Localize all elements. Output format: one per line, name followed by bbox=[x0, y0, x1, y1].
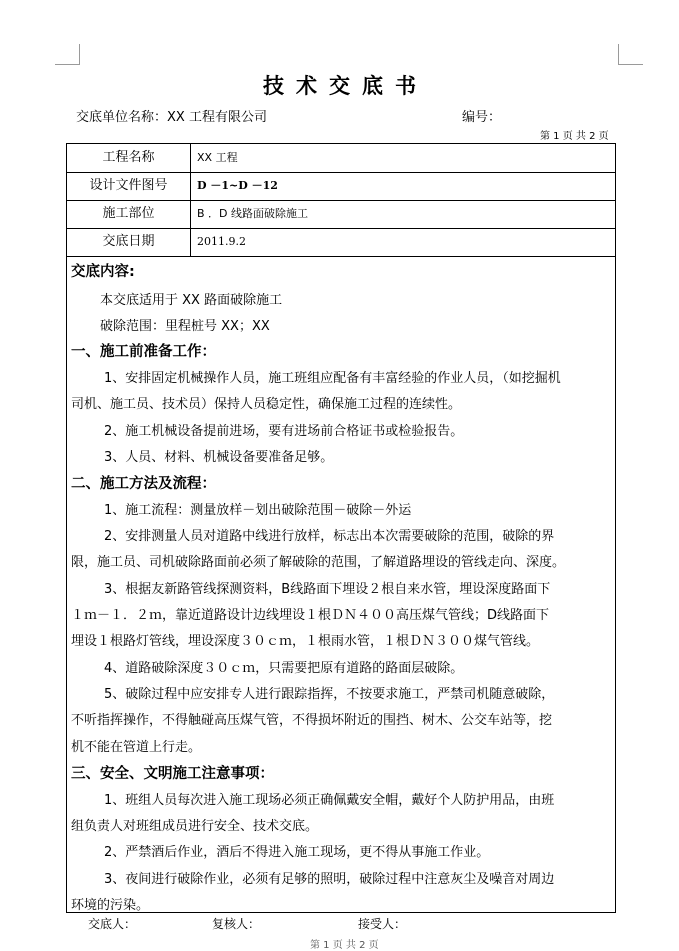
paragraph-line: 1、安排固定机械操作人员，施工班组应配备有丰富经验的作业人员，（如挖掘机 bbox=[104, 371, 561, 386]
content-title: 交底内容: bbox=[71, 264, 135, 280]
paragraph-line: 4、道路破除深度３０ｃｍ，只需要把原有道路的路面层破除。 bbox=[104, 661, 464, 676]
discloser-signature-label: 交底人： bbox=[88, 917, 137, 931]
section-heading-method: 二、施工方法及流程： bbox=[71, 476, 216, 492]
section-heading-preparation: 一、施工前准备工作： bbox=[71, 344, 216, 360]
disclosure-date-value: 2011.9.2 bbox=[197, 235, 246, 248]
receiver-signature-label: 接受人： bbox=[358, 917, 407, 931]
scope-line: 本交底适用于 XX 路面破除施工 bbox=[100, 293, 283, 308]
disclosure-date-row bbox=[67, 228, 615, 257]
paragraph-line: 环境的污染。 bbox=[71, 898, 150, 913]
paragraph-line: 不听指挥操作，不得触碰高压煤气管，不得损坏附近的围挡、树木、公交车站等，挖 bbox=[71, 713, 553, 728]
page-info: 第 1 页 共 2 页 bbox=[540, 131, 609, 142]
paragraph-line: 组负责人对班组成员进行安全、技术交底。 bbox=[71, 819, 319, 834]
document-title: 技术交底书 bbox=[263, 74, 428, 98]
disclosure-unit-name: 交底单位名称：XX 工程有限公司 bbox=[76, 110, 267, 125]
construction-part-label: 施工部位 bbox=[67, 200, 191, 228]
project-name-label: 工程名称 bbox=[67, 144, 191, 172]
paragraph-line: 1、施工流程：测量放样－划出破除范围－破除－外运 bbox=[104, 503, 412, 518]
paragraph-line: 司机、施工员、技术员）保持人员稳定性，确保施工过程的连续性。 bbox=[71, 397, 462, 412]
paragraph-line: 机不能在管道上行走。 bbox=[71, 740, 202, 755]
disclosure-date-label: 交底日期 bbox=[67, 228, 191, 256]
drawing-number-row bbox=[67, 172, 615, 201]
disclosure-table bbox=[66, 143, 616, 913]
project-name-value: XX 工程 bbox=[197, 151, 238, 164]
drawing-number-label: 设计文件图号 bbox=[67, 172, 191, 200]
reviewer-signature-label: 复核人： bbox=[212, 917, 261, 931]
paragraph-line: 2、严禁酒后作业，酒后不得进入施工现场，更不得从事施工作业。 bbox=[104, 845, 490, 860]
construction-part-value: B ．D 线路面破除施工 bbox=[197, 207, 309, 220]
range-line: 破除范围：里程桩号 XX；XX bbox=[100, 319, 270, 334]
paragraph-line: １ｍ－１．２ｍ，靠近道路设计边线埋设１根ＤＮ４００高压煤气管线；D线路面下 bbox=[71, 608, 550, 623]
page-corner-mark-top-left bbox=[55, 44, 80, 65]
paragraph-line: 3、根据友新路管线探测资料，B线路面下埋设２根自来水管，埋设深度路面下 bbox=[104, 582, 551, 597]
paragraph-line: 5、破除过程中应安排专人进行跟踪指挥，不按要求施工，严禁司机随意破除， bbox=[104, 687, 555, 702]
paragraph-line: 2、施工机械设备提前进场，要有进场前合格证书或检验报告。 bbox=[104, 424, 464, 439]
project-name-row bbox=[67, 144, 615, 173]
paragraph-line: 2、安排测量人员对道路中线进行放样，标志出本次需要破除的范围，破除的界 bbox=[104, 529, 555, 544]
footer-page-number: 第 1 页 共 2 页 bbox=[310, 940, 379, 951]
page-corner-mark-top-right bbox=[618, 44, 643, 65]
paragraph-line: 3、夜间进行破除作业，必须有足够的照明，破除过程中注意灰尘及噪音对周边 bbox=[104, 872, 555, 887]
paragraph-line: 3、人员、材料、机械设备要准备足够。 bbox=[104, 450, 334, 465]
section-heading-safety: 三、安全、文明施工注意事项： bbox=[71, 766, 274, 782]
construction-part-row bbox=[67, 200, 615, 229]
document-number-label: 编号： bbox=[462, 110, 502, 125]
drawing-number-value: D －1~D －12 bbox=[197, 179, 278, 192]
paragraph-line: 1、班组人员每次进入施工现场必须正确佩戴安全帽，戴好个人防护用品，由班 bbox=[104, 793, 555, 808]
paragraph-line: 埋设１根路灯管线，埋设深度３０ｃｍ，１根雨水管，１根ＤＮ３００煤气管线。 bbox=[71, 634, 540, 649]
paragraph-line: 限，施工员、司机破除路面前必须了解破除的范围，了解道路埋设的管线走向、深度。 bbox=[71, 555, 566, 570]
